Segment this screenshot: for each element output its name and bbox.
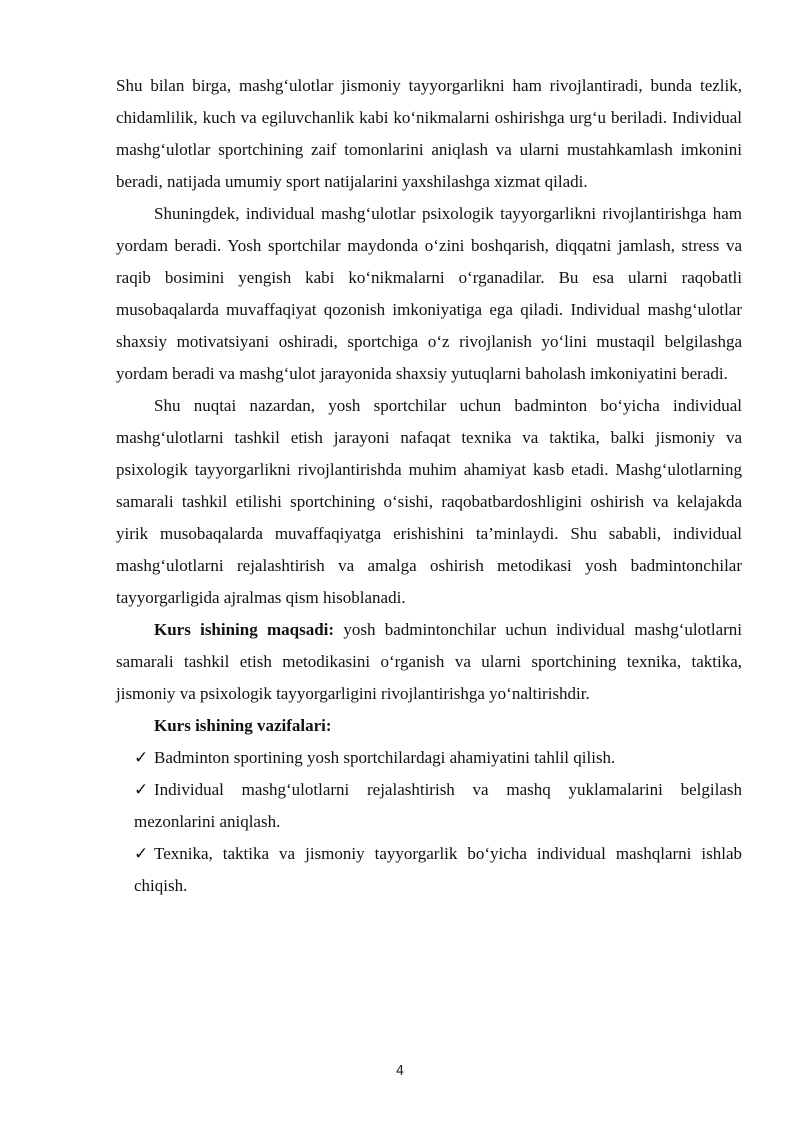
task-item: [116, 838, 742, 902]
page-number: 4: [395, 1064, 405, 1079]
checkmark-icon: ✓: [134, 748, 149, 767]
task-item-text: Texnika, taktika va jismoniy tayyorgarlik bo‘yicha individual mashqlarni ishlab chiqish.: [134, 844, 742, 895]
task-item: [116, 774, 742, 838]
page-content: [116, 70, 742, 902]
task-item: [116, 742, 742, 774]
course-goal: [116, 614, 742, 710]
checkmark-icon: ✓: [134, 844, 149, 863]
task-item-text: Badminton sportining yosh sportchilardagi ahamiyatini tahlil qilish.: [154, 748, 616, 767]
paragraph-psychological-preparation: Shuningdek, individual mashg‘ulotlar psixologik tayyorgarlikni rivojlantirishga ham yordam beradi. Yosh sportchilar maydonda o‘zini boshqarish, diqqatni jamlash, stress va raqib bosimini yengish kabi ko‘nikmalarni o‘rganadilar. Bu esa ularni raqobatli musobaqalarda muvaffaqiyat qozonish imkoniyatiga ega qiladi. Individual mashg‘ulotlar shaxsiy motivatsiyani oshiradi, sportchiga o‘z rivojlanish yo‘lini mustaqil belgilashga yordam beradi va mashg‘ulot jarayonida shaxsiy yutuqlarni baholash imkoniyatini beradi.: [116, 204, 742, 383]
task-item-text: Individual mashg‘ulotlarni rejalashtirish va mashq yuklamalarini belgilash mezonlarini aniqlash.: [134, 780, 742, 831]
paragraph-conclusion: Shu nuqtai nazardan, yosh sportchilar uchun badminton bo‘yicha individual mashg‘ulotlarni tashkil etish jarayoni nafaqat texnika va taktika, balki jismoniy va psixologik tayyorgarlikni rivojlantirishda muhim ahamiyat kasb etadi. Mashg‘ulotlarning samarali tashkil etilishi sportchining o‘sishi, raqobatbardoshligini oshirish va kelajakda yirik musobaqalarda muvaffaqiyatga erishishini ta’minlaydi. Shu sababli, individual mashg‘ulotlarni rejalashtirish va amalga oshirish metodikasi yosh badmintonchilar tayyorgarligida ajralmas qism hisoblanadi.: [116, 396, 742, 607]
paragraph-physical-preparation: Shu bilan birga, mashg‘ulotlar jismoniy tayyorgarlikni ham rivojlantiradi, bunda tezlik, chidamlilik, kuch va egiluvchanlik kabi ko‘nikmalarni oshirishga urg‘u beriladi. Individual mashg‘ulotlar sportchining zaif tomonlarini aniqlash va ularni mustahkamlash imkonini beradi, natijada umumiy sport natijalarini yaxshilashga xizmat qiladi.: [116, 76, 742, 191]
course-goal-label: Kurs ishining maqsadi:: [154, 620, 335, 639]
checkmark-icon: ✓: [134, 780, 149, 799]
course-tasks-title: Kurs ishining vazifalari:: [154, 716, 332, 735]
course-goal-text: yosh badmintonchilar uchun individual mashg‘ulotlarni samarali tashkil etish metodikasini o‘rganish va ularni sportchining texnika, taktika, jismoniy va psixologik tayyorgarligini rivojlantirishga yo‘naltirishdir.: [116, 620, 742, 703]
